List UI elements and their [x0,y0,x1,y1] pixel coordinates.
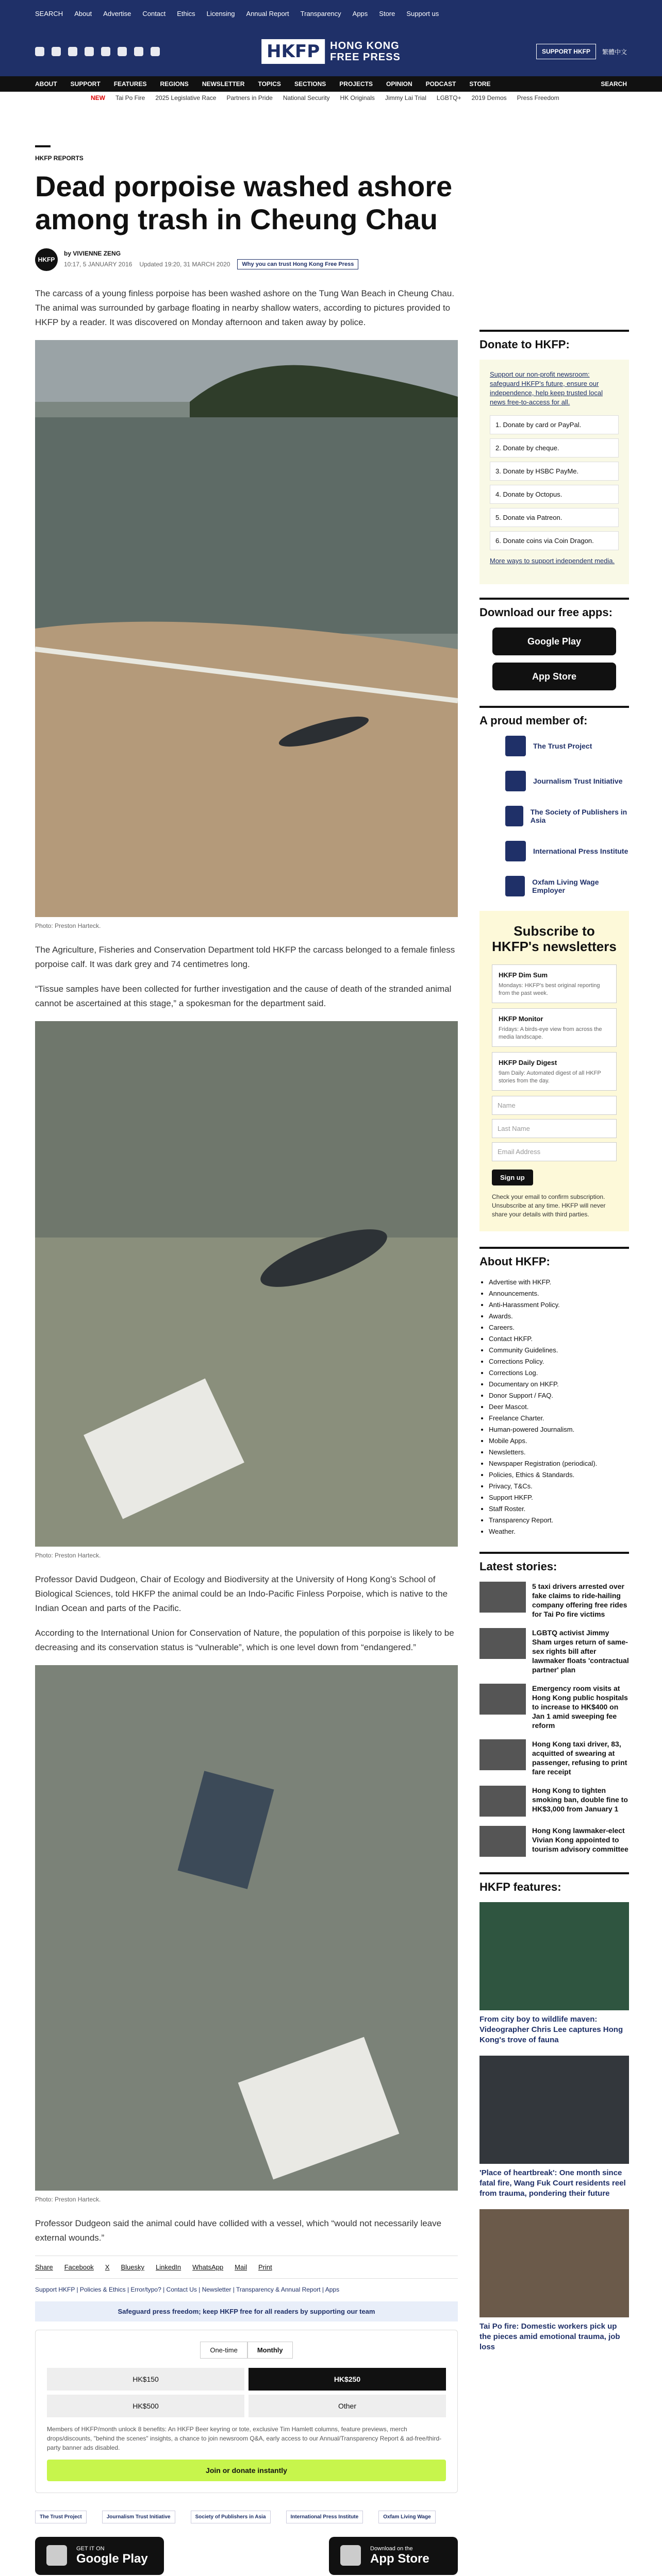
about-link[interactable]: • Awards. [489,1311,629,1322]
app-label: App Store [370,2552,429,2566]
about-link[interactable]: • Newspaper Registration (periodical). [489,1458,629,1469]
trending-link[interactable]: National Security [283,94,330,101]
topbar-link[interactable]: Advertise [103,9,131,18]
trash-photo [35,1665,458,2191]
member-icon [505,806,523,826]
member-icon [505,841,526,861]
google-play-icon [46,2545,67,2566]
author-name[interactable]: VIVIENNE ZENG [73,250,121,257]
trending-link[interactable]: HK Originals [340,94,375,101]
about-link[interactable]: • Corrections Policy. [489,1356,629,1367]
trust-badge[interactable]: Why you can trust Hong Kong Free Press [237,259,358,269]
join-button[interactable]: Join or donate instantly [47,2460,446,2481]
member-label: The Trust Project [533,742,592,750]
site-header [0,27,662,76]
member-label: The Society of Publishers in Asia [530,808,627,824]
paragraph: Professor Dudgeon said the animal could have collided with a vessel, which “would not necessarily leave external wounds.” [35,2218,442,2243]
story-thumb [479,1684,526,1715]
about-link[interactable]: • Careers. [489,1322,629,1333]
topbar-link[interactable]: Support us [406,9,439,18]
article-kicker[interactable]: HKFP REPORTS [35,145,51,162]
feature-item[interactable] [479,2056,629,2199]
youtube-icon[interactable] [118,47,127,56]
name-input[interactable]: Name [492,1096,617,1115]
nav-item[interactable]: FEATURES [113,80,147,88]
story-thumb [479,1826,526,1857]
search-link[interactable]: SEARCH [35,9,63,18]
nav-item[interactable]: SECTIONS [294,80,326,88]
story-item[interactable] [479,1582,629,1619]
nav-item[interactable]: NEWSLETTER [202,80,245,88]
site-logo[interactable] [261,39,401,64]
trending-link[interactable]: Partners in Pride [226,94,273,101]
app-small: Download on the [370,2546,413,2552]
nav-item[interactable]: TOPICS [258,80,281,88]
signup-button[interactable]: Sign up [492,1170,533,1185]
sidebar-heading: About HKFP: [479,1247,629,1268]
new-label: NEW [91,94,105,101]
newsletter-box [479,911,629,1231]
feature-image [479,1902,629,2010]
member-label: International Press Institute [533,847,628,855]
app-store-button[interactable] [329,2537,458,2575]
partner-logo[interactable]: Oxfam Living Wage [378,2511,435,2523]
apple-icon [340,2545,361,2566]
member-icon [505,736,526,756]
story-thumb [479,1786,526,1817]
nav-item[interactable]: PODCAST [425,80,456,88]
share-link[interactable]: Bluesky [121,2263,144,2271]
member-logo[interactable] [479,736,629,756]
instagram-icon[interactable] [68,47,77,56]
amount-option[interactable]: Other [249,2395,446,2417]
member-icon [505,876,525,896]
logo-text: FREE PRESS [330,52,401,63]
porpoise-photo [35,1021,458,1547]
byline: HKFP by VIVIENNE ZENG 10:17, 5 JANUARY 2016 Updated 19:20, 31 MARCH 2020 Why you can trust Hong Kong Free Press [35,248,458,271]
about-link[interactable]: • Transparency Report. [489,1515,629,1526]
article-photo [35,340,458,917]
nav-item[interactable]: REGIONS [160,80,189,88]
article-footer-links[interactable]: Support HKFP | Policies & Ethics | Error/typo? | Contact Us | Newsletter | Transparency & Annual Report | Apps [35,2286,340,2293]
topbar-link[interactable]: Annual Report [246,9,289,18]
story-item[interactable] [479,1826,629,1857]
story-title: LGBTQ activist Jimmy Sham urges return of same-sex rights bill after lawmaker floats 'contractual partner' plan [532,1629,629,1674]
nav-search[interactable]: SEARCH [601,80,627,88]
donate-option[interactable]: 4. Donate by Octopus. [490,485,619,504]
share-link[interactable]: Mail [235,2263,247,2271]
nav-item[interactable]: SUPPORT [70,80,101,88]
about-link[interactable]: • Advertise with HKFP. [489,1277,629,1288]
topbar-link[interactable]: Licensing [206,9,235,18]
main-nav [0,76,662,92]
donate-option[interactable]: 2. Donate by cheque. [490,438,619,457]
updated-date: Updated 19:20, 31 MARCH 2020 [139,261,230,268]
member-logo[interactable] [479,771,629,791]
article-photo [35,1021,458,1547]
logo-text: HONG KONG [330,40,400,52]
story-title: Hong Kong to tighten smoking ban, double fine to HK$3,000 from January 1 [532,1786,628,1813]
trending-link[interactable]: LGBTQ+ [436,94,461,101]
member-label: Oxfam Living Wage Employer [532,878,599,894]
about-link[interactable]: • Human-powered Journalism. [489,1424,629,1435]
logo-mark: HKFP [261,39,325,64]
story-title: Emergency room visits at Hong Kong public hospitals to increase to HK$400 on Jan 1 amid sweeping fee reform [532,1684,628,1730]
sidebar-heading: Download our free apps: [479,598,629,619]
share-link[interactable]: WhatsApp [192,2263,224,2271]
nav-item[interactable]: STORE [469,80,491,88]
social-icons [35,47,160,56]
about-link[interactable]: • Support HKFP. [489,1492,629,1503]
feature-title: From city boy to wildlife maven: Videographer Chris Lee captures Hong Kong's trove of fauna [479,2015,623,2044]
newsletter-desc: Mondays: HKFP's best original reporting from the past week. [499,982,600,996]
story-item[interactable] [479,1739,629,1776]
donate-option[interactable]: 5. Donate via Patreon. [490,508,619,527]
trending-bar [0,92,662,104]
about-link[interactable]: • Policies, Ethics & Standards. [489,1469,629,1481]
feature-item[interactable] [479,1902,629,2045]
story-thumb [479,1628,526,1659]
sidebar-heading: HKFP features: [479,1872,629,1894]
sidebar-heading: Latest stories: [479,1552,629,1573]
partner-logos [35,2511,458,2523]
google-play-button[interactable]: Google Play [492,628,616,655]
about-link[interactable]: • Announcements. [489,1288,629,1299]
about-link[interactable]: • Contact HKFP. [489,1333,629,1345]
story-title: Hong Kong taxi driver, 83, acquitted of swearing at passenger, refusing to print fare receipt [532,1740,627,1776]
nav-item[interactable]: OPINION [386,80,412,88]
story-thumb [479,1582,526,1613]
topbar-link[interactable]: Apps [352,9,368,18]
feature-item[interactable] [479,2209,629,2352]
partner-logo[interactable]: International Press Institute [286,2511,363,2523]
donate-option[interactable]: 3. Donate by HSBC PayMe. [490,462,619,481]
topbar-link[interactable]: Store [379,9,395,18]
story-thumb [479,1739,526,1770]
share-link[interactable]: Print [258,2263,272,2271]
partner-logo[interactable]: Journalism Trust Initiative [102,2511,175,2523]
feature-title: 'Place of heartbreak': One month since fatal fire, Wang Fuk Court residents reel from trauma, pondering their future [479,2168,626,2198]
story-item[interactable] [479,1628,629,1674]
app-label: Google Play [76,2552,148,2566]
facebook-icon[interactable] [35,47,44,56]
sidebar-heading: Donate to HKFP: [479,330,629,351]
press-freedom-bar[interactable]: Safeguard press freedom; keep HKFP free for all readers by supporting our team [35,2301,458,2321]
sidebar-heading: A proud member of: [479,706,629,727]
email-input[interactable]: Email Address [492,1142,617,1161]
topbar-link[interactable]: Contact [142,9,166,18]
trending-link[interactable]: 2025 Legislative Race [155,94,217,101]
share-link[interactable]: X [105,2263,110,2271]
trending-link[interactable]: 2019 Demos [471,94,507,101]
story-item[interactable] [479,1684,629,1730]
top-bar [0,0,662,27]
partner-logo[interactable]: The Trust Project [35,2511,87,2523]
about-link[interactable]: • Documentary on HKFP. [489,1379,629,1390]
topbar-link[interactable]: Transparency [300,9,341,18]
app-store-button[interactable]: App Store [492,663,616,690]
feature-image [479,2056,629,2164]
amount-option[interactable]: HK$150 [47,2368,244,2391]
app-buttons [35,2537,458,2575]
photo-caption: Photo: Preston Harteck. [35,1552,101,1559]
feature-image [479,2209,629,2317]
about-link[interactable]: • Staff Roster. [489,1503,629,1515]
article [35,145,458,2576]
about-link[interactable]: • Newsletters. [489,1447,629,1458]
feature-title: Tai Po fire: Domestic workers pick up the pieces amid emotional trauma, job loss [479,2322,620,2351]
paragraph: “Tissue samples have been collected for further investigation and the cause of death of the stranded animal cannot be ascertained at this stage,” a spokesman for the department said. [35,984,452,1008]
paragraph: The Agriculture, Fisheries and Conservation Department told HKFP the carcass belonged to a female finless porpoise calf. It was dark grey and 74 centimetres long. [35,945,455,969]
share-link[interactable]: LinkedIn [156,2263,181,2271]
story-item[interactable] [479,1786,629,1817]
beach-photo [35,340,458,917]
topbar-link[interactable]: About [74,9,92,18]
share-link[interactable]: Facebook [64,2263,94,2271]
onetime-toggle[interactable]: One-time [200,2342,247,2359]
about-link[interactable]: • Weather. [489,1526,629,1537]
member-logo[interactable] [479,841,629,861]
newsletter-title: HKFP Dim Sum [499,971,548,979]
more-ways-link[interactable]: More ways to support independent media. [490,557,615,565]
share-bar [35,2256,458,2279]
donate-option[interactable]: 6. Donate coins via Coin Dragon. [490,531,619,550]
about-link[interactable]: • Mobile Apps. [489,1435,629,1447]
monthly-toggle[interactable]: Monthly [247,2342,293,2359]
paragraph: According to the International Union for Conservation of Nature, the population of this porpoise is likely to be decreasing and its conservation status is “vulnerable”, which is one level down from “endangered.” [35,1628,454,1652]
newsletter-heading: Subscribe to HKFP's newsletters [492,923,617,954]
last-name-input[interactable]: Last Name [492,1119,617,1138]
sidebar [479,330,629,2363]
about-link[interactable]: • Privacy, T&Cs. [489,1481,629,1492]
nav-item[interactable]: PROJECTS [339,80,373,88]
about-link[interactable]: • Community Guidelines. [489,1345,629,1356]
about-link[interactable]: • Freelance Charter. [489,1413,629,1424]
member-icon [505,771,526,791]
newsletter-note: Check your email to confirm subscription. Unsubscribe at any time. HKFP will never share your details with third parties. [492,1193,606,1218]
about-link[interactable]: • Corrections Log. [489,1367,629,1379]
paragraph: The carcass of a young finless porpoise has been washed ashore on the Tung Wan Beach in Cheung Chau. The animal was surrounded by garbage floating in nearby shallow waters, according to pictures provided to HKFP by a reader. It was discovered on Monday afternoon and taken away by police. [35,289,455,327]
topbar-link[interactable]: Ethics [177,9,195,18]
trending-link[interactable]: Jimmy Lai Trial [385,94,426,101]
photo-caption: Photo: Preston Harteck. [35,922,101,929]
newsletter-title: HKFP Monitor [499,1015,543,1023]
about-link[interactable]: • Donor Support / FAQ. [489,1390,629,1401]
article-photo [35,1665,458,2191]
newsletter-desc: Fridays: A birds-eye view from across the media landscape. [499,1026,602,1040]
photo-caption: Photo: Preston Harteck. [35,2196,101,2203]
story-title: 5 taxi drivers arrested over fake claims to ride-hailing company offering free rides for Tai Po fire victims [532,1582,627,1618]
nav-item[interactable]: ABOUT [35,80,57,88]
bluesky-icon[interactable] [151,47,160,56]
about-link[interactable]: • Anti-Harassment Policy. [489,1299,629,1311]
donate-box [479,360,629,584]
app-small: GET IT ON [76,2546,105,2552]
trending-link[interactable]: Tai Po Fire [115,94,145,101]
article-title: Dead porpoise washed ashore among trash in Cheung Chau [35,170,453,235]
newsletter-option[interactable] [492,1052,617,1091]
story-title: Hong Kong lawmaker-elect Vivian Kong appointed to tourism advisory committee [532,1826,628,1853]
newsletter-desc: 9am Daily: Automated digest of all HKFP stories from the day. [499,1070,601,1084]
linkedin-icon[interactable] [101,47,110,56]
support-button[interactable]: SUPPORT HKFP [536,44,596,59]
trending-link[interactable]: Press Freedom [517,94,559,101]
donate-link[interactable]: Support our non-profit newsroom: safeguard HKFP's future, ensure our independence, help keep trusted local news free-to-access for all. [490,370,603,406]
member-logo[interactable] [479,876,629,896]
avatar: HKFP [35,248,58,271]
newsletter-title: HKFP Daily Digest [499,1059,557,1066]
donate-option[interactable]: 1. Donate by card or PayPal. [490,415,619,434]
x-icon[interactable] [52,47,61,56]
share-link[interactable]: Share [35,2263,53,2271]
amount-option[interactable]: HK$250 [249,2368,446,2391]
threads-icon[interactable] [85,47,94,56]
publish-date: 10:17, 5 JANUARY 2016 [64,261,133,268]
paragraph: Professor David Dudgeon, Chair of Ecology and Biodiversity at the University of Hong Kong’s School of Biological Sciences, told HKFP the animal could be an Indo-Pacific Finless Porpoise, which is native to the Indian Ocean and parts of the Pacific. [35,1574,448,1613]
about-list [479,1277,629,1537]
google-play-button[interactable] [35,2537,164,2575]
member-label: Journalism Trust Initiative [533,777,623,785]
newsletter-option[interactable] [492,1008,617,1047]
donation-note: Members of HKFP/month unlock 8 benefits: An HKFP Beer keyring or tote, exclusive Tim Hamlett columns, feature previews, merch drops/discounts, "behind the scenes" insights, a chance to join newsroom Q&A, early access to our Annual/Transparency Report & ad-free/third-party banner ads disabled. [47,2426,442,2451]
amount-option[interactable]: HK$500 [47,2395,244,2417]
partner-logo[interactable]: Society of Publishers in Asia [191,2511,271,2523]
member-logo[interactable] [479,806,629,826]
donation-widget [35,2330,458,2493]
mail-icon[interactable] [134,47,143,56]
newsletter-option[interactable] [492,964,617,1003]
about-link[interactable]: • Deer Mascot. [489,1401,629,1413]
language-link[interactable]: 繁體中文 [602,48,627,56]
